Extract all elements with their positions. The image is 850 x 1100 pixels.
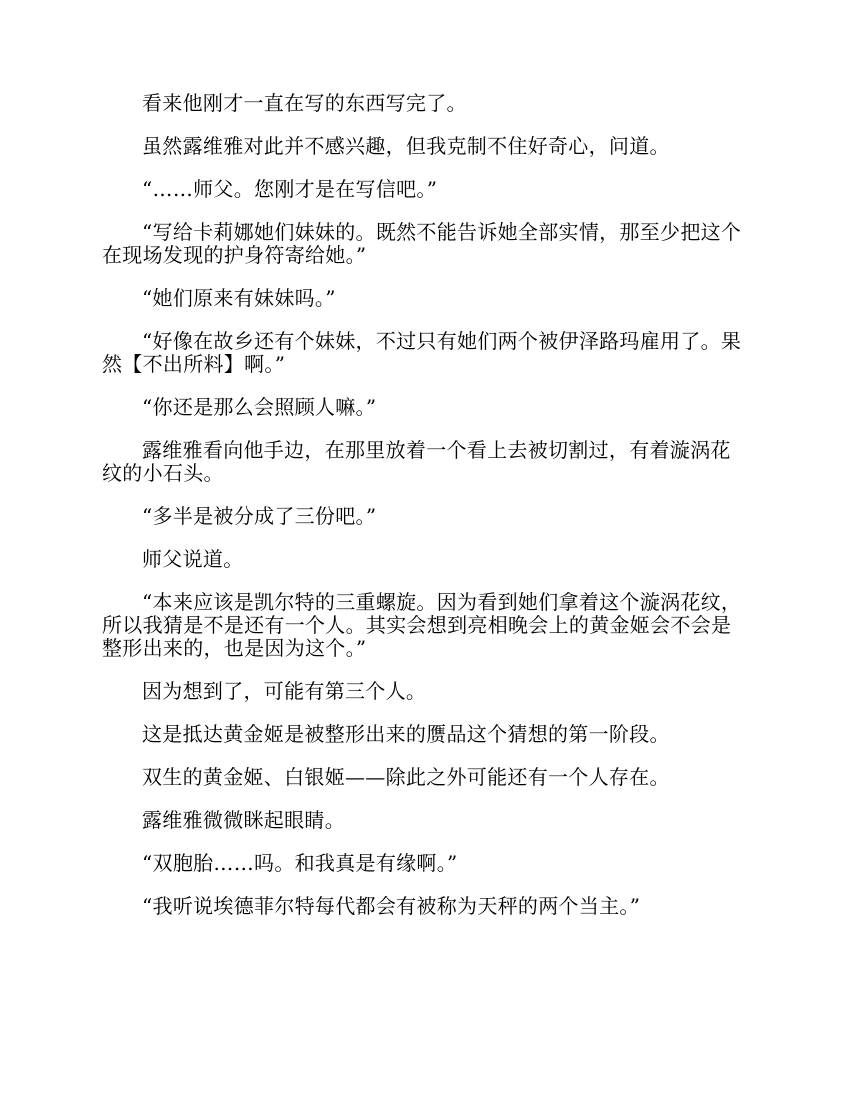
paragraph: “你还是那么会照顾人嘛。” bbox=[142, 395, 377, 419]
paragraph: 虽然露维雅对此并不感兴趣，但我克制不住好奇心，问道。 bbox=[142, 134, 670, 158]
paragraph: 因为想到了，可能有第三个人。 bbox=[142, 679, 427, 703]
paragraph: 看来他刚才一直在写的东西写完了。 bbox=[142, 91, 467, 115]
paragraph: 这是抵达黄金姬是被整形出来的赝品这个猜想的第一阶段。 bbox=[142, 722, 670, 746]
paragraph: 双生的黄金姬、白银姬——除此之外可能还有一个人存在。 bbox=[142, 765, 670, 789]
paragraph: “双胞胎……吗。和我真是有缘啊。” bbox=[142, 851, 458, 875]
paragraph: “我听说埃德菲尔特每代都会有被称为天秤的两个当主。” bbox=[142, 894, 641, 918]
paragraph: 师父说道。 bbox=[142, 547, 244, 571]
paragraph: “写给卡莉娜她们妹妹的。既然不能告诉她全部实情，那至少把这个在现场发现的护身符寄给她。” bbox=[102, 220, 742, 267]
paragraph: 露维雅看向他手边，在那里放着一个看上去被切割过，有着漩涡花纹的小石头。 bbox=[102, 438, 731, 485]
paragraph: 露维雅微微眯起眼睛。 bbox=[142, 808, 345, 832]
paragraph: “本来应该是凯尔特的三重螺旋。因为看到她们拿着这个漩涡花纹，所以我猜是不是还有一个人。其实会想到亮相晚会上的黄金姬会不会是整形出来的，也是因为这个。” bbox=[102, 590, 742, 660]
paragraph: “多半是被分成了三份吧。” bbox=[142, 504, 377, 528]
paragraph: “……师父。您刚才是在写信吧。” bbox=[142, 177, 438, 201]
paragraph: “好像在故乡还有个妹妹，不过只有她们两个被伊泽路玛雇用了。果然【不出所料】啊。” bbox=[102, 329, 742, 376]
document-page bbox=[102, 92, 750, 938]
paragraph: “她们原来有妹妹吗。” bbox=[142, 286, 336, 310]
